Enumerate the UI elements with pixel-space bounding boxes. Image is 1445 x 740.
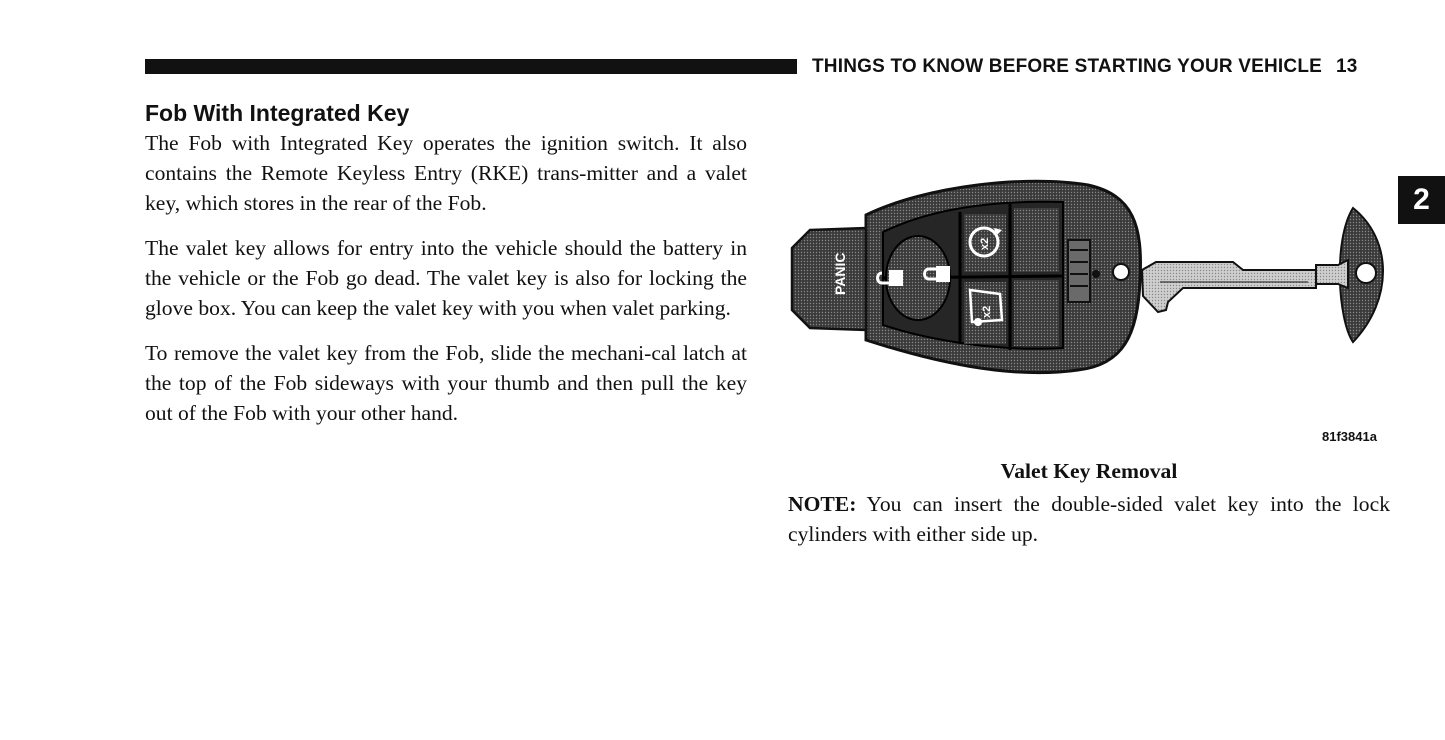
key-ring-hole <box>1113 264 1129 280</box>
running-header <box>812 56 1358 78</box>
figure-id: 81f3841a <box>1322 429 1377 444</box>
note-text: You can insert the double-sided valet key into the lock cylinders with either side up. <box>788 492 1390 546</box>
panic-button-label: PANIC <box>832 252 848 295</box>
key-blade <box>1142 262 1316 312</box>
page-number: 13 <box>1336 56 1358 77</box>
note-label: NOTE: <box>788 492 857 516</box>
chapter-tab[interactable]: 2 <box>1398 176 1445 224</box>
header-rule <box>145 59 797 74</box>
running-title: THINGS TO KNOW BEFORE STARTING YOUR VEHICLE <box>812 56 1323 77</box>
figure-caption: Valet Key Removal <box>1000 459 1178 483</box>
mechanical-latch <box>1068 240 1090 302</box>
section-title: Fob With Integrated Key <box>145 100 410 126</box>
valet-key <box>1142 208 1383 342</box>
x2-label-trunk: x2 <box>981 305 993 318</box>
fob-key-illustration <box>788 170 1388 380</box>
paragraph-1: The Fob with Integrated Key operates the ignition switch. It also contains the Remote Keyless Entry (RKE) trans-mitter and a valet key, which stores in the rear of the Fob. <box>145 131 747 215</box>
paragraph-3: To remove the valet key from the Fob, slide the mechani-cal latch at the top of the Fob sideways with your thumb and then pull the key out of the Fob with your other hand. <box>145 341 747 425</box>
note-paragraph <box>788 489 1390 549</box>
fob-body <box>792 181 1140 372</box>
x2-label: x2 <box>979 237 991 250</box>
paragraph-2: The valet key allows for entry into the vehicle should the battery in the vehicle or the Fob go dead. The valet key is also for locking the glove box. You can keep the valet key with you when valet parking. <box>145 236 747 320</box>
main-text-column <box>145 98 747 443</box>
